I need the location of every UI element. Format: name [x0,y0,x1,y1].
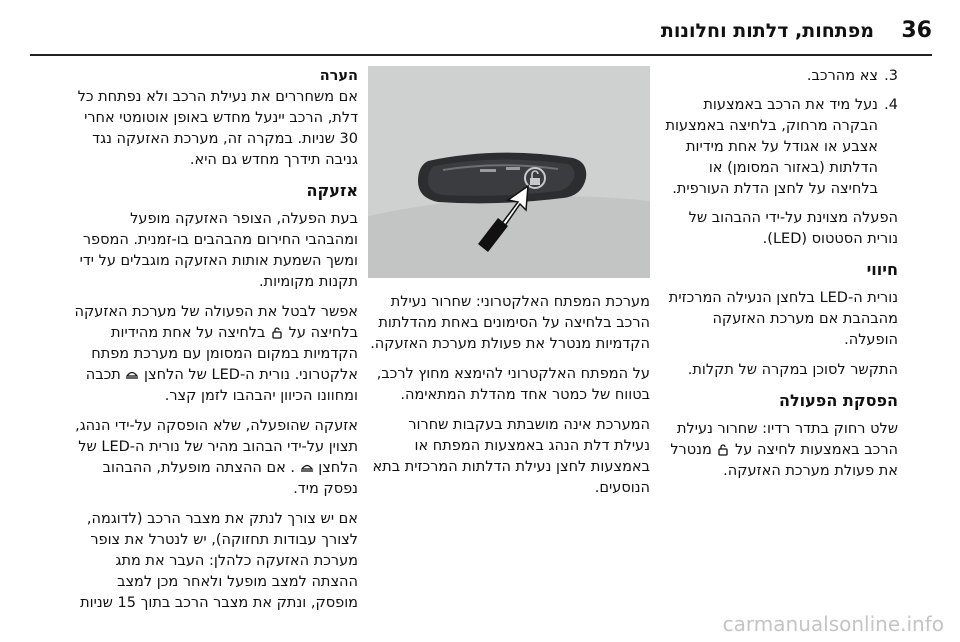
right-column [658,66,898,491]
list-item-3 [658,66,898,87]
not-disarmed-paragraph: המערכת אינה מושבתת בעקבות שחרור נעילת דלת הנהג באמצעות המפתח או באמצעות לחצן נעילת הדלתות המרכזית בתא הנוסעים. [372,417,650,496]
middle-column [368,292,650,508]
list-number: 3. [884,68,898,84]
page-number: 36 [901,18,932,43]
left-column [74,66,358,623]
list-item-4 [658,95,898,200]
alarm-icon [300,461,314,474]
disarm-paragraph [658,419,898,482]
door-handle-photo [368,66,650,278]
alarm-paragraph: בעת הפעלה, הצופר האזעקה מופעל ומהבהבי החירום מהבהבים בו-זמנית. המספר ומשך השמעת אותות האזעקה מוגבלים על ידי תקנות מקומיות. [79,211,358,290]
page-header [30,18,932,52]
unlock-icon [270,326,284,339]
unnoticed-alarm-paragraph [74,416,358,500]
battery-paragraph: אם יש צורך לנתק את מצבר הרכב (לדוגמה, לצורך עבודות תחזוקה), יש לנטרל את צופר מערכת האזעקה כלהלן: העבר את מתג ההצתה למצב מופעל ולאחר מכן למצב מופסק, ונתק את מצבר הרכב בתוך 15 שניות [80,511,358,611]
list-number: 4. [884,97,898,113]
unlock-icon [716,443,730,456]
cancel-text-end: תכבה ומחוונו הכיוון יהבהבו לזמן קצר. [85,367,358,404]
header-divider [30,54,932,56]
heading-arming: חיווי [866,260,898,279]
watermark: carmanualsonline.info [722,612,944,636]
disarm-text-end: מנטרל את פעולת מערכת האזעקה. [670,442,898,479]
unnoticed-text-start: אזעקה שהופעלה, שלא הופסקה על-ידי הנהג, תצוין על-ידי הבהוב מהיר של נורית ה-LED של הלחצן [75,418,358,476]
page-title: מפתחות, דלתות וחלונות [660,20,874,42]
cancel-text-start: אפשר לבטל את הפעולה של מערכת האזעקה בלחיצה על [74,304,358,341]
heading-alarm: אזעקה [306,181,358,200]
range-paragraph: על המפתח האלקטרוני להימצא מחוץ לרכב, בטווח של כמטר אחד מהדלת המתאימה. [376,366,650,403]
arming-paragraph: נורית ה-LED בלחצן הנעילה המרכזית מהבהבת אם מערכת האזעקה הופעלה. [668,290,898,348]
unnoticed-text-end: . אם ההצתה מופעלת, ההבהוב נפסק מיד. [102,460,358,497]
disarm-text-start: שלט רחוק בתדר רדיו: שחרור נעילת הרכב באמצעות לחיצה על [676,421,898,458]
alarm-icon [125,368,139,381]
door-handle-illustration [368,66,650,278]
confirm-paragraph: הפעלה מצוינת על-ידי ההבהוב של נורית הסטטוס (LED). [688,210,898,247]
heading-disarm: הפסקת הפעולה [778,391,898,410]
cancel-text-mid: בלחיצה על אחת מהידיות הקדמיות במקום המסומן עם מערכת מפתח אלקטרוני. נורית ה-LED של הלחצן [91,325,358,383]
note-paragraph: אם משחררים את נעילת הרכב ולא נפתחת כל דלת, הרכב יינעל מחדש באופן אוטומטי אחרי 30 שניות. במקרה זה, מערכת האזעקה נגד גניבה תידרך מחדש גם היא. [77,89,358,168]
keyless-paragraph: מערכת המפתח האלקטרוני: שחרור נעילת הרכב בלחיצה על הסימונים באחת מהדלתות הקדמיות מנטרל את פעולת מערכת האזעקה. [370,294,650,352]
list-text: נעל מיד את הרכב באמצעות הבקרה מרחוק, בלחיצה באמצעות אצבע או אגודל על אחת מידיות הדלתות (באזור המסומן) או בלחיצה על לחצן הדלת העורפית. [665,97,878,197]
cancel-alarm-paragraph [74,302,358,407]
service-paragraph: התקשר לסוכן במקרה של תקלות. [687,362,898,378]
note-label: הערה [319,68,358,84]
list-text: צא מהרכב. [806,68,878,84]
